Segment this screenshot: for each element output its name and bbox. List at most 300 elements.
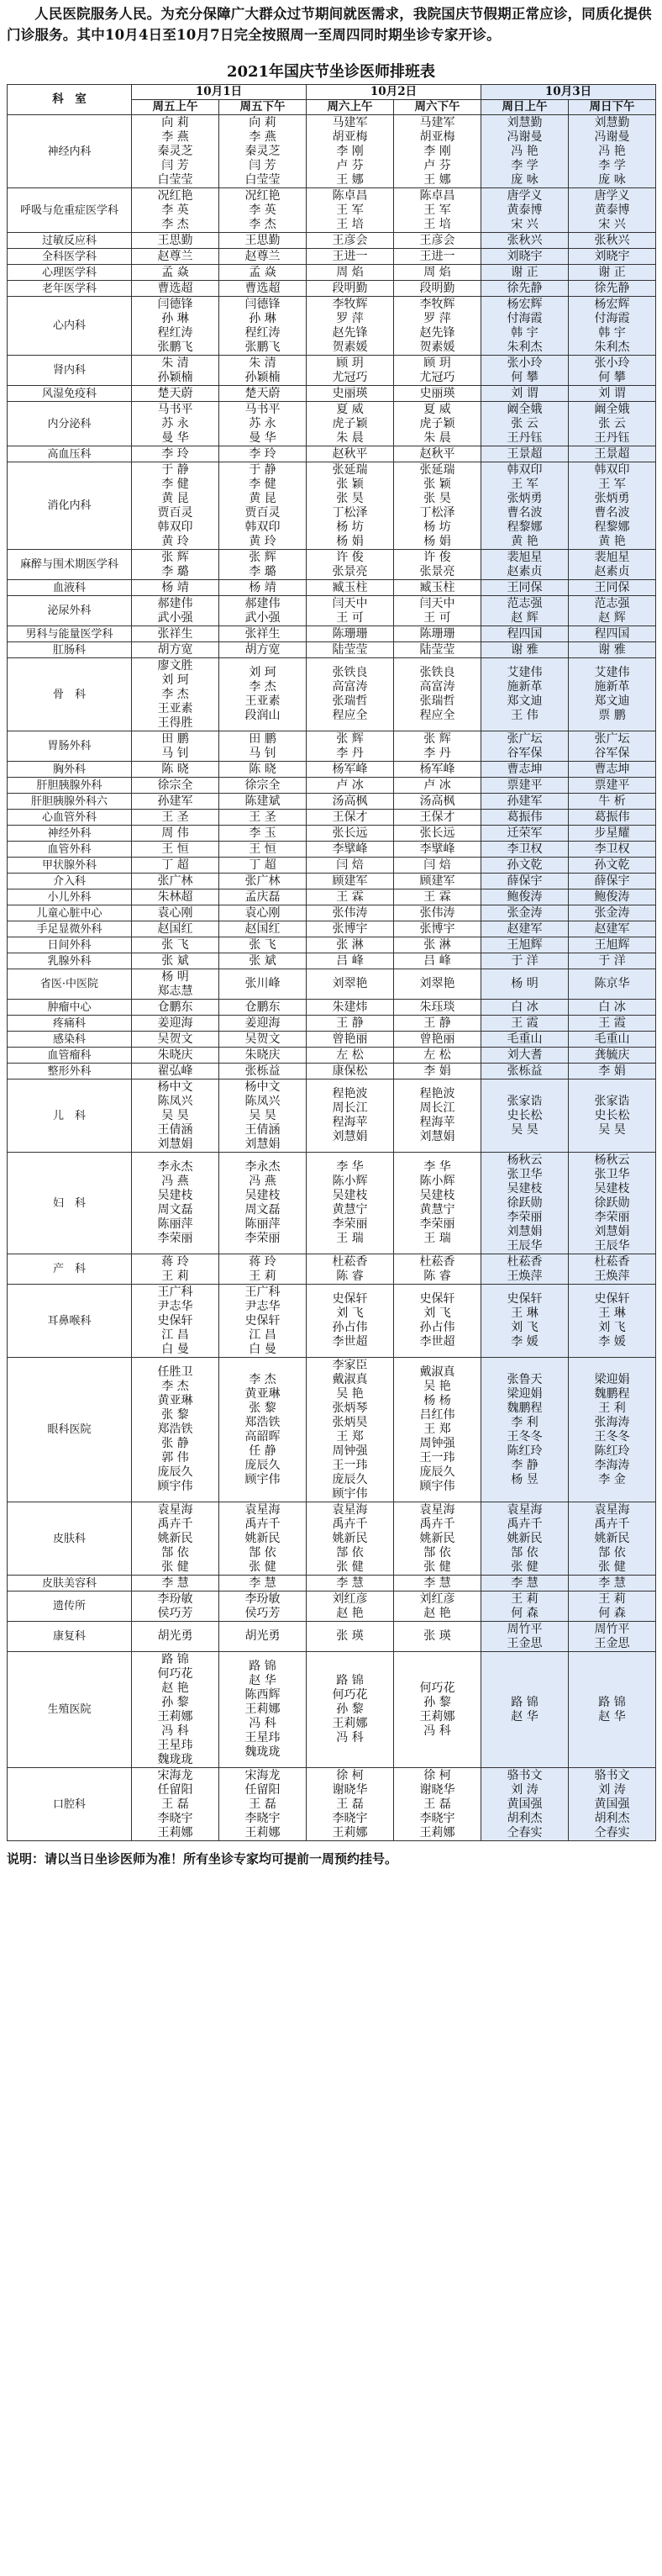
doctor-name: 赵素贞 [507, 564, 543, 578]
doctor-cell [569, 281, 656, 297]
schedule-title: 2021年国庆节坐诊医师排班表 [226, 63, 436, 81]
doctor-cell [481, 874, 569, 889]
doctor-cell [219, 826, 307, 842]
doctor-cell [569, 953, 656, 969]
doctor-name: 马书平 [157, 402, 193, 416]
doctor-name: 张祥生 [244, 626, 281, 641]
doctor-name: 戴淑真 [332, 1372, 368, 1386]
doctor-name: 张博宇 [419, 921, 455, 936]
doctor-name: 张 昊 [423, 491, 451, 505]
doctor-cell [394, 386, 481, 402]
doctor-cell [481, 731, 569, 762]
doctor-name: 袁星海 [507, 1502, 543, 1517]
table-row [8, 1064, 656, 1079]
doctor-name: 王 培 [423, 217, 451, 231]
doctor-name: 范志强 [594, 596, 630, 610]
doctor-cell [219, 188, 307, 233]
doctor-cell [394, 265, 481, 281]
doctor-cell [394, 858, 481, 874]
doctor-cell [481, 1079, 569, 1153]
schedule-table [7, 84, 656, 1841]
doctor-name: 周钟强 [332, 1444, 368, 1458]
table-row [8, 265, 656, 281]
doctor-name: 庞 咏 [598, 172, 626, 187]
doctor-cell [219, 1254, 307, 1285]
doctor-name: 王景超 [507, 446, 543, 461]
doctor-name: 杜菘香 [594, 1254, 630, 1269]
doctor-cell [569, 874, 656, 889]
doctor-name: 王旭辉 [594, 937, 630, 952]
doctor-name: 冯 艳 [598, 144, 626, 158]
doctor-name: 向 莉 [161, 115, 189, 129]
doctor-cell [132, 937, 219, 953]
doctor-name: 黄国强 [507, 1797, 543, 1811]
doctor-name: 胡利杰 [507, 1811, 543, 1825]
department-name: 老年医学科 [8, 281, 132, 297]
doctor-name: 黄 艳 [511, 534, 539, 548]
table-row [8, 937, 656, 953]
doctor-name: 李 丹 [423, 746, 451, 760]
doctor-name: 罗 萍 [423, 311, 451, 325]
doctor-name: 许 俊 [336, 550, 364, 564]
doctor-cell [569, 446, 656, 462]
doctor-name: 张 瑛 [336, 1629, 364, 1643]
doctor-cell [481, 1153, 569, 1254]
doctor-name: 杜菘香 [332, 1254, 368, 1269]
doctor-cell [307, 874, 394, 889]
department-name: 消化内科 [8, 462, 132, 550]
doctor-name: 任 静 [249, 1444, 276, 1458]
doctor-cell [307, 1576, 394, 1592]
doctor-cell [394, 1153, 481, 1254]
doctor-name: 黄 艳 [598, 534, 626, 548]
doctor-cell [132, 969, 219, 1000]
doctor-name: 丁松泽 [419, 505, 455, 520]
doctor-cell [569, 778, 656, 794]
doctor-name: 吴 艳 [336, 1386, 364, 1401]
doctor-cell [307, 1064, 394, 1079]
doctor-cell [307, 1652, 394, 1768]
doctor-name: 何巧花 [157, 1666, 193, 1681]
doctor-name: 冯 科 [336, 1731, 364, 1745]
doctor-cell [569, 1079, 656, 1153]
doctor-name: 王 磊 [161, 1797, 189, 1811]
doctor-name: 郜 依 [423, 1545, 451, 1560]
doctor-cell [481, 858, 569, 874]
doctor-name: 吴贺文 [157, 1032, 193, 1046]
doctor-name: 唐学义 [594, 188, 630, 203]
doctor-name: 白 曼 [161, 1342, 189, 1356]
doctor-cell [394, 1592, 481, 1622]
table-row [8, 1622, 656, 1652]
doctor-name: 赵先锋 [332, 325, 368, 340]
table-row [8, 446, 656, 462]
doctor-cell [569, 842, 656, 858]
doctor-cell [132, 1768, 219, 1841]
doctor-name: 程红涛 [244, 325, 281, 340]
doctor-name: 禹卉千 [419, 1517, 455, 1531]
doctor-name: 郑浩铁 [157, 1423, 193, 1436]
doctor-name: 李擘峰 [332, 842, 368, 856]
doctor-name: 王 圣 [161, 810, 189, 824]
session-header: 周日上午 [481, 100, 569, 115]
doctor-name: 况红艳 [244, 188, 281, 203]
doctor-name: 杨 坊 [423, 520, 451, 534]
doctor-cell [481, 658, 569, 731]
doctor-name: 徐先静 [594, 281, 630, 295]
doctor-cell [307, 626, 394, 642]
doctor-name: 张栎益 [244, 1064, 281, 1078]
doctor-cell [394, 281, 481, 297]
table-row [8, 731, 656, 762]
doctor-cell [307, 188, 394, 233]
doctor-cell [132, 115, 219, 188]
doctor-cell [132, 297, 219, 356]
doctor-name: 孙 黎 [336, 1702, 364, 1716]
doctor-name: 姚新民 [419, 1531, 455, 1545]
doctor-name: 李 金 [598, 1472, 626, 1486]
doctor-cell [219, 249, 307, 265]
doctor-name: 王 可 [423, 610, 451, 625]
doctor-name: 张 健 [423, 1560, 451, 1574]
footer-note: 说明：请以当日坐诊医师为准！所有坐诊专家均可提前一周预约挂号。 [7, 1851, 398, 1866]
doctor-cell [219, 889, 307, 905]
doctor-cell [569, 596, 656, 626]
doctor-name: 张 黎 [249, 1401, 276, 1415]
doctor-name: 周钟强 [419, 1437, 455, 1450]
doctor-cell [569, 889, 656, 905]
doctor-name: 李永杰 [244, 1160, 281, 1174]
doctor-cell [219, 356, 307, 386]
doctor-name: 郜 依 [598, 1545, 626, 1560]
doctor-name: 顾 玥 [336, 356, 364, 370]
doctor-name: 王辰华 [594, 1238, 630, 1253]
doctor-name: 宋 兴 [511, 217, 539, 231]
doctor-name: 刘慧娟 [419, 1130, 455, 1143]
doctor-name: 张铁良 [332, 666, 368, 679]
doctor-name: 王 霖 [423, 889, 451, 904]
doctor-name: 李荣丽 [244, 1232, 281, 1245]
doctor-cell [219, 953, 307, 969]
doctor-name: 禹卉千 [332, 1517, 368, 1531]
doctor-name: 李永杰 [157, 1160, 193, 1174]
doctor-name: 何 攀 [598, 370, 626, 384]
department-name: 全科医学科 [8, 249, 132, 265]
doctor-name: 仝春实 [507, 1825, 543, 1840]
doctor-name: 丁松泽 [332, 505, 368, 520]
doctor-name: 孙占伟 [419, 1321, 455, 1334]
doctor-name: 何巧花 [332, 1688, 368, 1702]
doctor-cell [307, 297, 394, 356]
doctor-cell [394, 626, 481, 642]
doctor-name: 刘慧娟 [157, 1137, 193, 1151]
doctor-cell [394, 810, 481, 826]
doctor-cell [219, 1016, 307, 1032]
doctor-cell [307, 1285, 394, 1358]
doctor-name: 张 斌 [161, 953, 189, 968]
doctor-name: 吴 昊 [598, 1122, 626, 1137]
doctor-name: 秦灵芝 [157, 144, 193, 158]
doctor-name: 姜迎海 [157, 1016, 193, 1030]
doctor-name: 赵 华 [511, 1709, 539, 1723]
doctor-cell [394, 889, 481, 905]
doctor-cell [307, 550, 394, 580]
doctor-name: 孙文乾 [507, 858, 543, 872]
doctor-cell [481, 1592, 569, 1622]
doctor-cell [481, 626, 569, 642]
doctor-name: 张 颖 [423, 477, 451, 491]
session-header: 周六上午 [307, 100, 394, 115]
doctor-cell [307, 810, 394, 826]
table-row [8, 1153, 656, 1254]
doctor-name: 冯 燕 [249, 1175, 276, 1188]
table-row [8, 626, 656, 642]
doctor-name: 王一玮 [419, 1451, 455, 1465]
doctor-name: 虎子颖 [419, 416, 455, 430]
doctor-name: 张伟涛 [419, 905, 455, 920]
session-header: 周五下午 [219, 100, 307, 115]
doctor-name: 徐宗全 [157, 778, 193, 792]
doctor-name: 王进一 [419, 249, 455, 263]
doctor-cell [307, 731, 394, 762]
doctor-name: 王 霞 [598, 1016, 626, 1030]
doctor-name: 姚新民 [594, 1531, 630, 1545]
doctor-name: 虎子颖 [332, 416, 368, 430]
doctor-cell [132, 1064, 219, 1079]
doctor-name: 李 学 [511, 158, 539, 172]
doctor-cell [132, 1079, 219, 1153]
doctor-name: 葛振伟 [594, 810, 630, 824]
doctor-cell [132, 596, 219, 626]
doctor-cell [394, 356, 481, 386]
department-name: 日间外科 [8, 937, 132, 953]
doctor-name: 张瑞哲 [332, 694, 368, 708]
doctor-name: 闫 焙 [336, 858, 364, 872]
doctor-name: 卢 芬 [423, 158, 451, 172]
doctor-name: 吴 昊 [511, 1122, 539, 1137]
doctor-cell [132, 778, 219, 794]
doctor-cell [307, 842, 394, 858]
doctor-name: 李 慧 [423, 1576, 451, 1590]
doctor-name: 胡亚梅 [332, 129, 368, 144]
doctor-name: 张 健 [511, 1560, 539, 1574]
doctor-cell [394, 1502, 481, 1576]
doctor-cell [307, 356, 394, 386]
doctor-name: 程海苹 [419, 1116, 455, 1129]
doctor-name: 龚毓庆 [594, 1048, 630, 1062]
doctor-cell [307, 115, 394, 188]
doctor-name: 张铁良 [419, 666, 455, 679]
doctor-name: 阚全娥 [594, 402, 630, 416]
doctor-cell [569, 905, 656, 921]
doctor-name: 左 松 [423, 1048, 451, 1062]
doctor-name: 黄慧宁 [332, 1203, 368, 1217]
doctor-name: 李牧辉 [419, 297, 455, 311]
doctor-name: 吴建枝 [507, 1181, 543, 1196]
doctor-cell [481, 580, 569, 596]
doctor-cell [481, 233, 569, 249]
doctor-name: 李 静 [511, 1458, 539, 1472]
doctor-name: 黄亚琳 [244, 1386, 281, 1401]
doctor-name: 周竹平 [507, 1622, 543, 1636]
doctor-name: 程应全 [419, 709, 455, 722]
table-row [8, 1358, 656, 1502]
doctor-name: 黄泰博 [507, 203, 543, 217]
doctor-name: 王 琳 [598, 1306, 626, 1320]
doctor-name: 郜 依 [511, 1545, 539, 1560]
doctor-name: 票建平 [507, 778, 543, 792]
doctor-cell [569, 115, 656, 188]
doctor-cell [569, 1153, 656, 1254]
doctor-name: 谷军保 [507, 746, 543, 760]
doctor-name: 毛重山 [507, 1032, 543, 1046]
doctor-name: 王 静 [423, 1016, 451, 1030]
doctor-cell [569, 1048, 656, 1064]
session-header: 周六下午 [394, 100, 481, 115]
doctor-name: 马书平 [244, 402, 281, 416]
doctor-name: 杨 娟 [423, 534, 451, 548]
department-name: 眼科医院 [8, 1358, 132, 1502]
doctor-cell [569, 580, 656, 596]
doctor-name: 杨秋云 [594, 1153, 630, 1167]
doctor-cell [132, 953, 219, 969]
doctor-cell [569, 1032, 656, 1048]
doctor-name: 梁迎娟 [507, 1386, 543, 1401]
doctor-cell [132, 1032, 219, 1048]
doctor-name: 张祥生 [157, 626, 193, 641]
doctor-name: 谢晓华 [332, 1782, 368, 1797]
doctor-cell [307, 969, 394, 1000]
doctor-name: 陈卓昌 [419, 188, 455, 203]
doctor-name: 张炳琴 [332, 1401, 368, 1415]
doctor-cell [132, 1592, 219, 1622]
doctor-name: 王丹钰 [594, 430, 630, 445]
doctor-cell [481, 1000, 569, 1016]
table-row [8, 356, 656, 386]
department-name: 生殖医院 [8, 1652, 132, 1768]
doctor-cell [219, 858, 307, 874]
doctor-name: 仓鹏东 [244, 1000, 281, 1014]
doctor-name: 王思勤 [244, 233, 281, 247]
doctor-name: 禹卉千 [507, 1517, 543, 1531]
doctor-cell [132, 658, 219, 731]
doctor-name: 谢 雅 [511, 642, 539, 657]
doctor-name: 周长江 [332, 1101, 368, 1115]
doctor-name: 楚天蔚 [157, 386, 193, 400]
doctor-cell [481, 642, 569, 658]
doctor-cell [219, 386, 307, 402]
doctor-cell [132, 188, 219, 233]
doctor-cell [481, 115, 569, 188]
doctor-name: 王莉娜 [157, 1709, 193, 1723]
department-name: 皮肤美容科 [8, 1576, 132, 1592]
doctor-name: 王 磊 [336, 1797, 364, 1811]
doctor-name: 朱 清 [161, 356, 189, 370]
doctor-cell [394, 658, 481, 731]
doctor-name: 卢 冰 [423, 778, 451, 792]
doctor-name: 郜 依 [249, 1545, 276, 1560]
doctor-cell [394, 550, 481, 580]
doctor-cell [132, 1254, 219, 1285]
doctor-cell [394, 969, 481, 1000]
doctor-name: 李家臣 [332, 1358, 368, 1372]
doctor-cell [481, 462, 569, 550]
table-row [8, 188, 656, 233]
doctor-name: 鲍俊涛 [507, 889, 543, 904]
table-row [8, 386, 656, 402]
doctor-name: 何巧花 [419, 1681, 455, 1695]
doctor-name: 吴建枝 [419, 1189, 455, 1202]
doctor-cell [569, 1358, 656, 1502]
doctor-name: 张长远 [332, 826, 368, 840]
doctor-name: 李卫权 [594, 842, 630, 856]
doctor-cell [394, 188, 481, 233]
doctor-name: 曾艳丽 [332, 1032, 368, 1046]
doctor-cell [569, 402, 656, 446]
doctor-name: 程艳波 [419, 1087, 455, 1101]
doctor-name: 程四国 [507, 626, 543, 641]
doctor-name: 韩双印 [157, 520, 193, 534]
doctor-name: 苏 永 [249, 416, 276, 430]
doctor-name: 程艳波 [332, 1087, 368, 1101]
doctor-name: 曹名波 [594, 505, 630, 520]
doctor-name: 张 辉 [336, 731, 364, 746]
doctor-name: 禹卉千 [157, 1517, 193, 1531]
doctor-name: 蒋 玲 [161, 1254, 189, 1269]
doctor-name: 王思勤 [157, 233, 193, 247]
doctor-name: 王旭辉 [507, 937, 543, 952]
doctor-name: 王倩涵 [244, 1122, 281, 1137]
doctor-cell [132, 1048, 219, 1064]
doctor-name: 王冬冬 [594, 1429, 630, 1444]
doctor-cell [132, 794, 219, 810]
doctor-name: 步星耀 [594, 826, 630, 840]
doctor-name: 王 军 [511, 477, 539, 491]
doctor-name: 周 焰 [423, 265, 451, 279]
doctor-name: 李荣丽 [594, 1210, 630, 1224]
doctor-cell [394, 1254, 481, 1285]
doctor-name: 张景亮 [332, 564, 368, 578]
doctor-name: 曹名波 [507, 505, 543, 520]
doctor-name: 任胜卫 [157, 1365, 193, 1379]
doctor-name: 李 媛 [511, 1335, 539, 1349]
doctor-cell [569, 1652, 656, 1768]
doctor-name: 侯巧芳 [244, 1606, 281, 1620]
doctor-name: 李 刚 [336, 144, 364, 158]
doctor-name: 王 琳 [511, 1306, 539, 1320]
doctor-name: 徐跃勋 [507, 1196, 543, 1210]
doctor-name: 侯巧芳 [157, 1606, 193, 1620]
doctor-cell [219, 874, 307, 889]
table-row [8, 462, 656, 550]
doctor-name: 唐学义 [507, 188, 543, 203]
doctor-cell [481, 596, 569, 626]
table-row [8, 550, 656, 580]
doctor-cell [569, 658, 656, 731]
doctor-cell [394, 1048, 481, 1064]
doctor-cell [219, 921, 307, 937]
doctor-name: 闫 焙 [423, 858, 451, 872]
doctor-name: 李 丹 [336, 746, 364, 760]
doctor-name: 田 鹏 [249, 731, 276, 746]
doctor-name: 李擘峰 [419, 842, 455, 856]
doctor-cell [481, 386, 569, 402]
doctor-name: 史丽瑛 [419, 386, 455, 400]
doctor-cell [394, 580, 481, 596]
table-row [8, 233, 656, 249]
doctor-name: 曾艳丽 [419, 1032, 455, 1046]
doctor-name: 廖文胜 [157, 658, 193, 673]
